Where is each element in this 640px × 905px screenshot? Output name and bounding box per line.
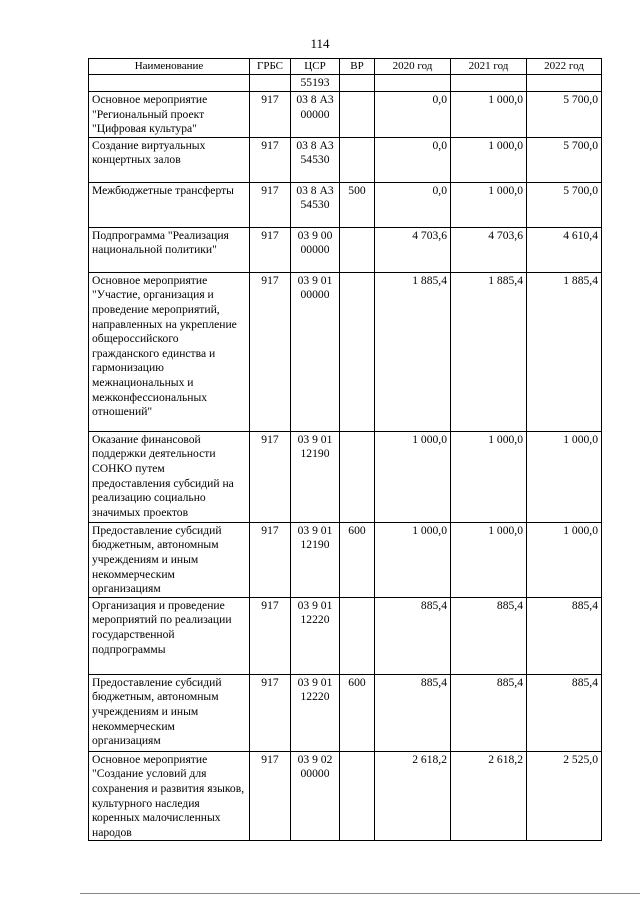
cell-name xyxy=(89,75,250,92)
cell-csr: 55193 xyxy=(291,75,340,92)
cell-2021: 1 000,0 xyxy=(451,92,527,138)
cell-name: Основное мероприятие "Региональный проект "Цифровая культура" xyxy=(89,92,250,138)
cell-name: Межбюджетные трансферты xyxy=(89,182,250,227)
cell-vr xyxy=(340,137,375,182)
cell-2022: 2 525,0 xyxy=(527,751,602,841)
cell-2020: 0,0 xyxy=(375,182,451,227)
cell-2021: 1 000,0 xyxy=(451,522,527,597)
cell-2020 xyxy=(375,75,451,92)
cell-csr: 03 8 А3 54530 xyxy=(291,137,340,182)
cell-2021: 4 703,6 xyxy=(451,227,527,272)
cell-2022: 885,4 xyxy=(527,597,602,674)
cell-csr: 03 9 01 12190 xyxy=(291,431,340,522)
cell-2021: 1 000,0 xyxy=(451,182,527,227)
cell-name: Подпрограмма "Реализация национальной политики" xyxy=(89,227,250,272)
cell-2020: 0,0 xyxy=(375,92,451,138)
col-header-2022: 2022 год xyxy=(527,59,602,75)
cell-2020: 885,4 xyxy=(375,597,451,674)
cell-csr: 03 9 01 12220 xyxy=(291,674,340,751)
cell-csr: 03 9 01 00000 xyxy=(291,272,340,431)
cell-grbs: 917 xyxy=(250,751,291,841)
table-row xyxy=(89,75,602,92)
cell-2022: 5 700,0 xyxy=(527,182,602,227)
cell-2021: 885,4 xyxy=(451,674,527,751)
col-header-vr: ВР xyxy=(340,59,375,75)
page-number: 114 xyxy=(310,36,330,51)
table-row xyxy=(89,272,602,431)
cell-csr: 03 9 01 12220 xyxy=(291,597,340,674)
cell-vr xyxy=(340,597,375,674)
cell-2020: 0,0 xyxy=(375,137,451,182)
cell-vr xyxy=(340,751,375,841)
cell-2021: 1 000,0 xyxy=(451,431,527,522)
col-header-name: Наименование xyxy=(89,59,250,75)
col-header-grbs: ГРБС xyxy=(250,59,291,75)
cell-name: Предоставление субсидий бюджетным, автономным учреждениям и иным некоммерческим организациям xyxy=(89,674,250,751)
cell-2021: 1 000,0 xyxy=(451,137,527,182)
cell-vr: 600 xyxy=(340,522,375,597)
table-row xyxy=(89,674,602,751)
table-header-row xyxy=(89,59,602,75)
cell-2022: 5 700,0 xyxy=(527,92,602,138)
cell-2021 xyxy=(451,75,527,92)
cell-2022: 1 000,0 xyxy=(527,431,602,522)
cell-grbs: 917 xyxy=(250,431,291,522)
bottom-rule xyxy=(80,893,640,894)
cell-name: Предоставление субсидий бюджетным, автономным учреждениям и иным некоммерческим организациям xyxy=(89,522,250,597)
cell-grbs: 917 xyxy=(250,272,291,431)
budget-table xyxy=(88,58,602,841)
table-row xyxy=(89,227,602,272)
cell-csr: 03 9 02 00000 xyxy=(291,751,340,841)
cell-2020: 1 000,0 xyxy=(375,522,451,597)
table-row xyxy=(89,182,602,227)
cell-2021: 1 885,4 xyxy=(451,272,527,431)
cell-2022: 1 885,4 xyxy=(527,272,602,431)
cell-2020: 2 618,2 xyxy=(375,751,451,841)
cell-name: Организация и проведение мероприятий по реализации государственной подпрограммы xyxy=(89,597,250,674)
table-row xyxy=(89,92,602,138)
table-row xyxy=(89,431,602,522)
col-header-2020: 2020 год xyxy=(375,59,451,75)
cell-2020: 1 885,4 xyxy=(375,272,451,431)
cell-2022 xyxy=(527,75,602,92)
cell-2021: 2 618,2 xyxy=(451,751,527,841)
cell-2022: 1 000,0 xyxy=(527,522,602,597)
col-header-2021: 2021 год xyxy=(451,59,527,75)
cell-name: Оказание финансовой поддержки деятельности СОНКО путем предоставления субсидий на реализацию социально значимых проектов xyxy=(89,431,250,522)
cell-2022: 885,4 xyxy=(527,674,602,751)
cell-grbs: 917 xyxy=(250,227,291,272)
table-row xyxy=(89,522,602,597)
cell-grbs: 917 xyxy=(250,674,291,751)
cell-csr: 03 8 А3 00000 xyxy=(291,92,340,138)
cell-grbs: 917 xyxy=(250,597,291,674)
cell-2020: 1 000,0 xyxy=(375,431,451,522)
cell-2020: 4 703,6 xyxy=(375,227,451,272)
cell-vr xyxy=(340,272,375,431)
cell-vr: 500 xyxy=(340,182,375,227)
table-row xyxy=(89,137,602,182)
cell-grbs: 917 xyxy=(250,137,291,182)
col-header-csr: ЦСР xyxy=(291,59,340,75)
cell-grbs xyxy=(250,75,291,92)
cell-2020: 885,4 xyxy=(375,674,451,751)
cell-vr: 600 xyxy=(340,674,375,751)
cell-csr: 03 9 01 12190 xyxy=(291,522,340,597)
table-row xyxy=(89,597,602,674)
cell-grbs: 917 xyxy=(250,182,291,227)
cell-csr: 03 9 00 00000 xyxy=(291,227,340,272)
cell-name: Создание виртуальных концертных залов xyxy=(89,137,250,182)
cell-vr xyxy=(340,431,375,522)
cell-grbs: 917 xyxy=(250,92,291,138)
cell-2022: 4 610,4 xyxy=(527,227,602,272)
cell-2022: 5 700,0 xyxy=(527,137,602,182)
cell-name: Основное мероприятие "Создание условий для сохранения и развития языков, культурного наследия коренных малочисленных народов xyxy=(89,751,250,841)
cell-csr: 03 8 А3 54530 xyxy=(291,182,340,227)
cell-vr xyxy=(340,92,375,138)
cell-vr xyxy=(340,75,375,92)
cell-2021: 885,4 xyxy=(451,597,527,674)
cell-vr xyxy=(340,227,375,272)
table-row xyxy=(89,751,602,841)
cell-grbs: 917 xyxy=(250,522,291,597)
cell-name: Основное мероприятие "Участие, организация и проведение мероприятий, направленных на укрепление общероссийского гражданского единства и гармонизацию межнациональных и межконфессиональных отношений" xyxy=(89,272,250,431)
